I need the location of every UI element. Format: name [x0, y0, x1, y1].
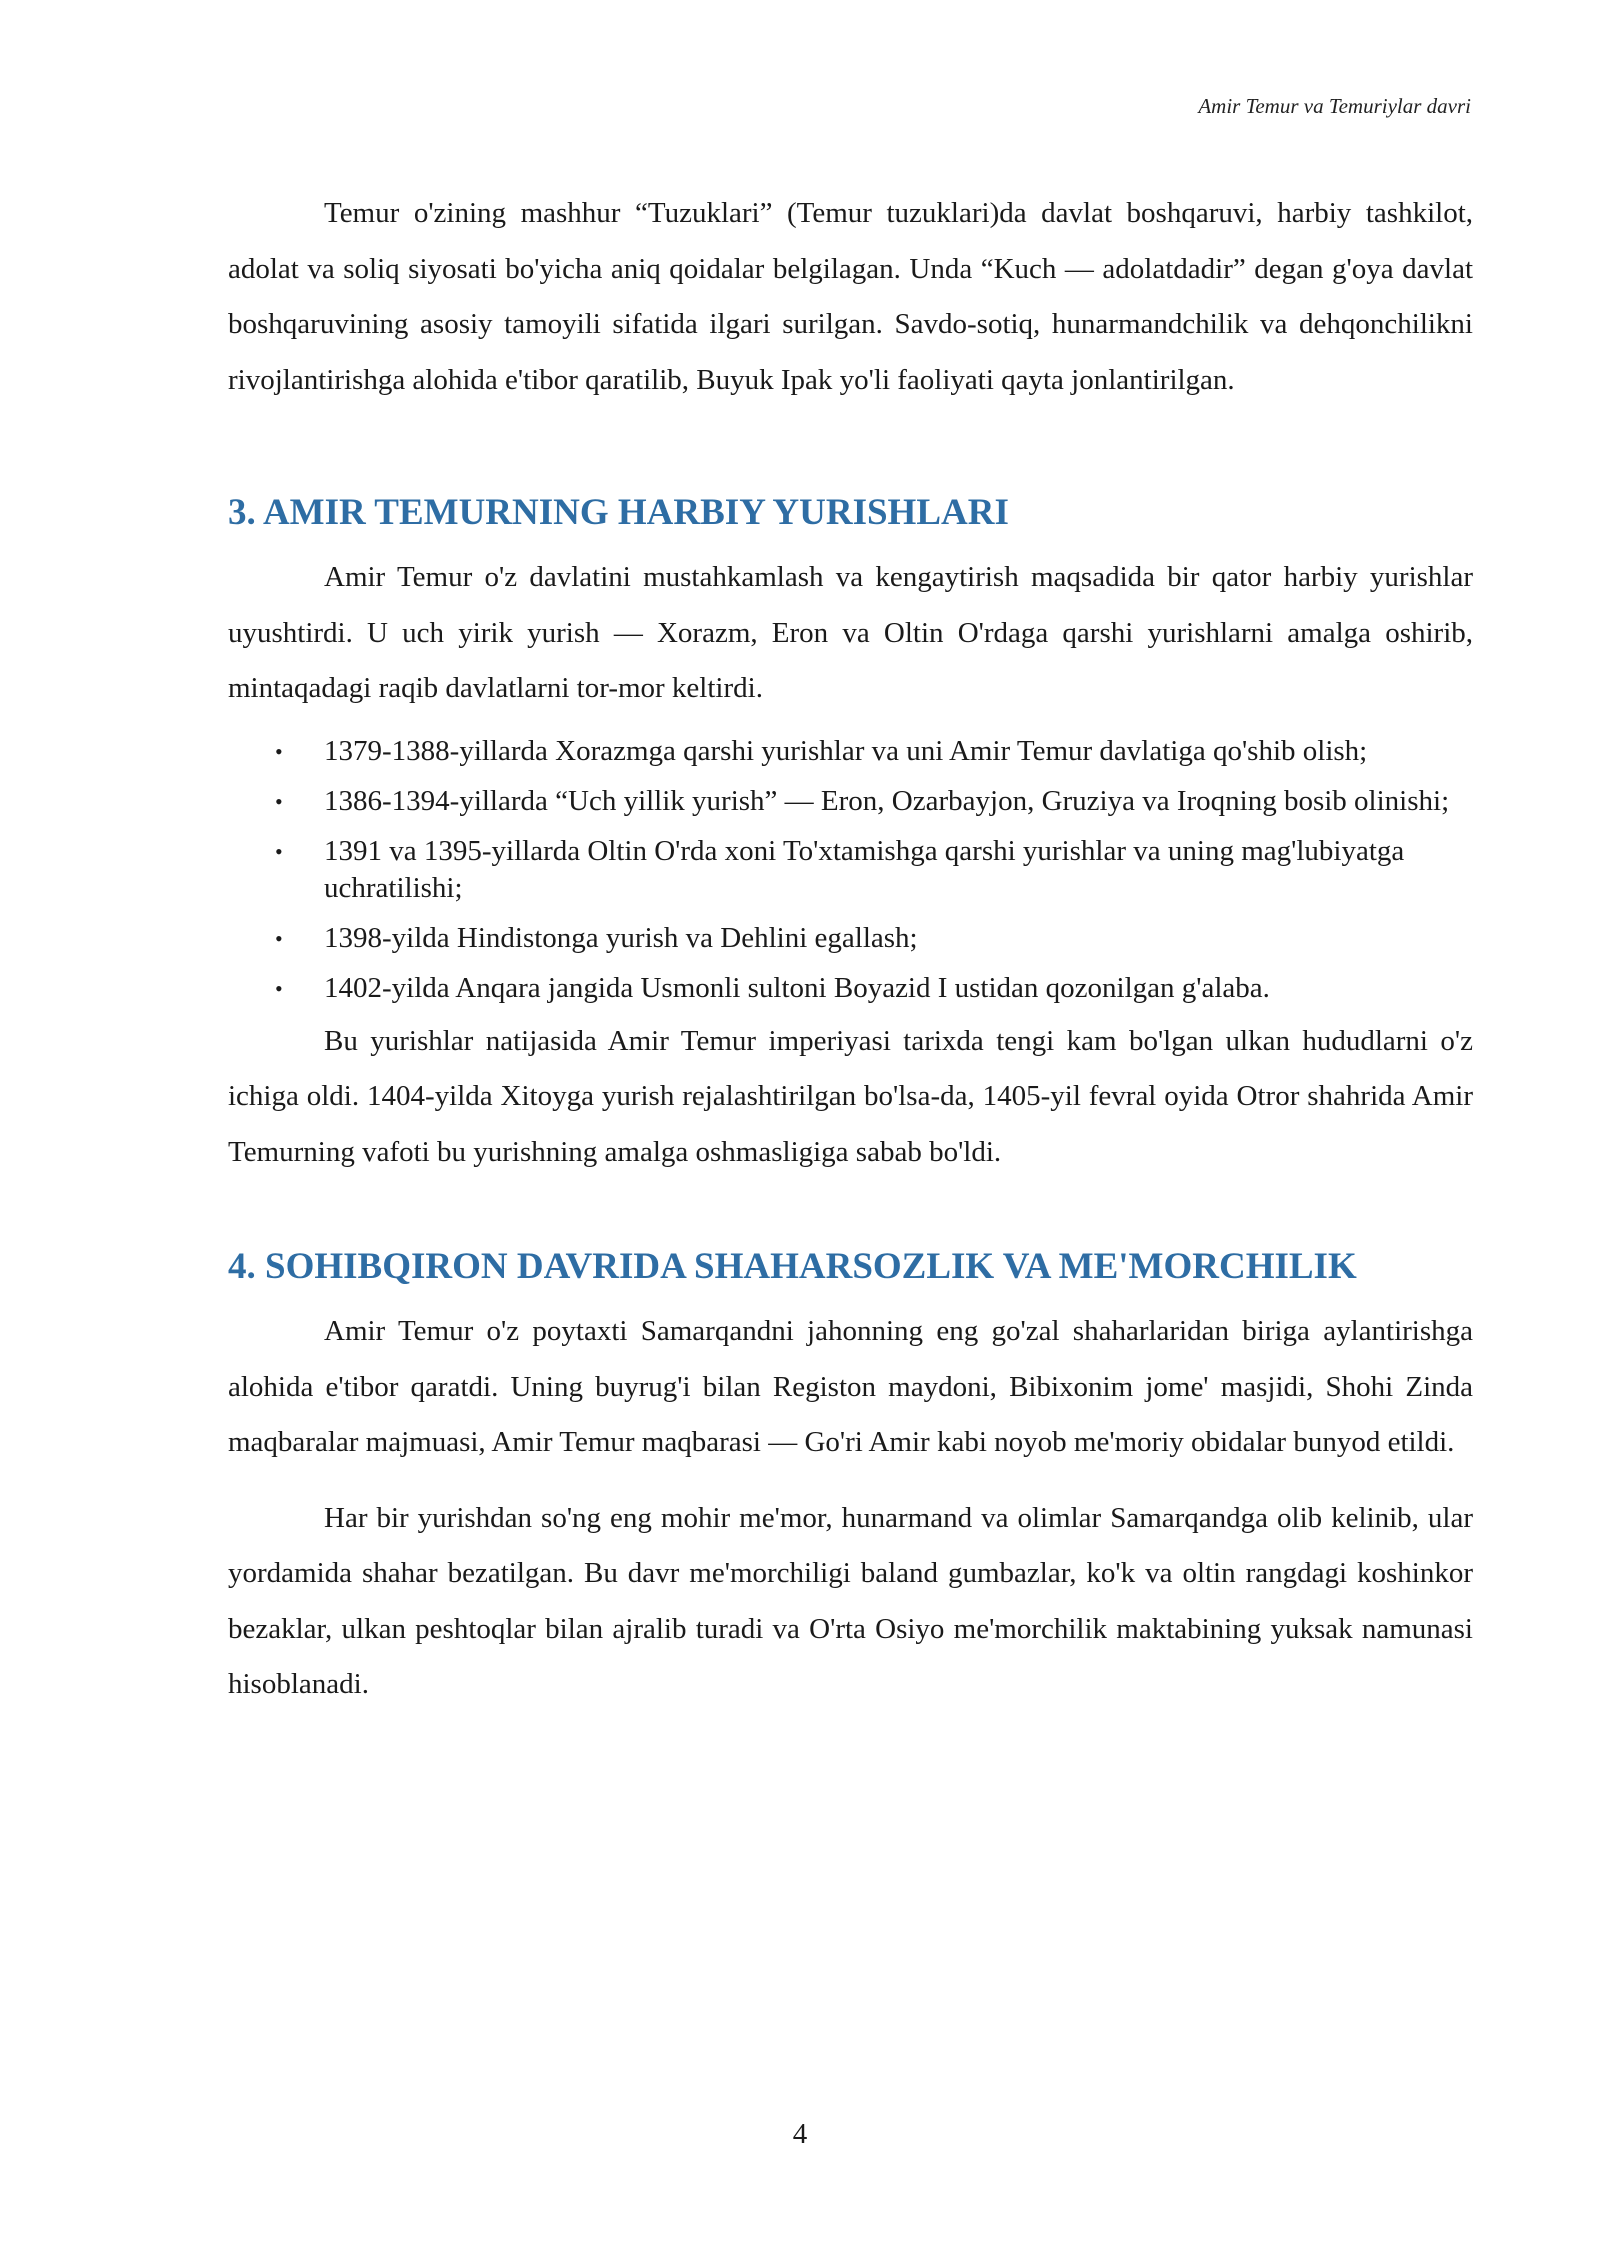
section-3-paragraph-2: Bu yurishlar natijasida Amir Temur imperiyasi tarixda tengi kam bo'lgan ulkan hududlarni o'z ichiga oldi. 1404-yilda Xitoyga yurish rejalashtirilgan bo'lsa-da, 1405-yil fevral oyida Otror shahrida Amir Temurning vafoti bu yurishning amalga oshmasligiga sabab bo'ldi. — [228, 1024, 1473, 1168]
list-item-text: 1379-1388-yillarda Xorazmga qarshi yurishlar va uni Amir Temur davlatiga qo'shib olish; — [324, 734, 1368, 767]
bullet-icon: • — [275, 975, 283, 1001]
list-item — [228, 783, 1473, 820]
bullet-icon: • — [275, 925, 283, 951]
section-3-heading: 3. AMIR TEMURNING HARBIY YURISHLARI — [228, 492, 1009, 533]
list-item — [228, 970, 1473, 1007]
section-4-paragraph-2: Har bir yurishdan so'ng eng mohir me'mor, hunarmand va olimlar Samarqandga olib kelinib, ular yordamida shahar bezatilgan. Bu davr me'morchiligi baland gumbazlar, ko'k va oltin rangdagi koshinkor bezaklar, ulkan peshtoqlar bilan ajralib turadi va O'rta Osiyo me'morchilik maktabining yuksak namunasi hisoblanadi. — [228, 1501, 1473, 1700]
bullet-icon: • — [275, 838, 283, 864]
page-number: 4 — [792, 2118, 808, 2150]
list-item-text: 1391 va 1395-yillarda Oltin O'rda xoni To'xtamishga qarshi yurishlar va uning mag'lubiyatga uchratilishi; — [324, 834, 1405, 904]
section-3-paragraph-1: Amir Temur o'z davlatini mustahkamlash va kengaytirish maqsadida bir qator harbiy yurishlar uyushtirdi. U uch yirik yurish — Xorazm, Eron va Oltin O'rdaga qarshi yurishlarni amalga oshirib, mintaqadagi raqib davlatlarni tor-mor keltirdi. — [228, 561, 1473, 704]
bullet-icon: • — [275, 788, 283, 814]
campaign-list — [228, 733, 1473, 1007]
list-item-text: 1398-yilda Hindistonga yurish va Dehlini egallash; — [324, 921, 918, 954]
intro-paragraph: Temur o'zining mashhur “Tuzuklari” (Temur tuzuklari)da davlat boshqaruvi, harbiy tashkilot, adolat va soliq siyosati bo'yicha aniq qoidalar belgilagan. Unda “Kuch — adolatdadir” degan g'oya davlat boshqaruvining asosiy tamoyili sifatida ilgari surilgan. Savdo-sotiq, hunarmandchilik va dehqonchilikni rivojlantirishga alohida e'tibor qaratilib, Buyuk Ipak yo'li faoliyati qayta jonlantirilgan. — [228, 197, 1473, 396]
running-header: Amir Temur va Temuriylar davri — [1198, 94, 1471, 118]
list-item — [228, 733, 1473, 770]
list-item-text: 1386-1394-yillarda “Uch yillik yurish” — Eron, Ozarbayjon, Gruziya va Iroqning bosib olinishi; — [324, 784, 1450, 817]
list-item-text: 1402-yilda Anqara jangida Usmonli sultoni Boyazid I ustidan qozonilgan g'alaba. — [324, 971, 1270, 1004]
list-item — [228, 833, 1473, 907]
bullet-icon: • — [275, 738, 283, 764]
page-content — [228, 186, 1473, 1713]
section-4-heading: 4. SOHIBQIRON DAVRIDA SHAHARSOZLIK VA ME'MORCHILIK — [228, 1246, 1357, 1287]
section-4-paragraph-1: Amir Temur o'z poytaxti Samarqandni jahonning eng go'zal shaharlaridan biriga aylantirishga alohida e'tibor qaratdi. Uning buyrug'i bilan Registon maydoni, Bibixonim jome' masjidi, Shohi Zinda maqbaralar majmuasi, Amir Temur maqbarasi — Go'ri Amir kabi noyob me'moriy obidalar bunyod etildi. — [228, 1315, 1473, 1458]
list-item — [228, 920, 1473, 957]
